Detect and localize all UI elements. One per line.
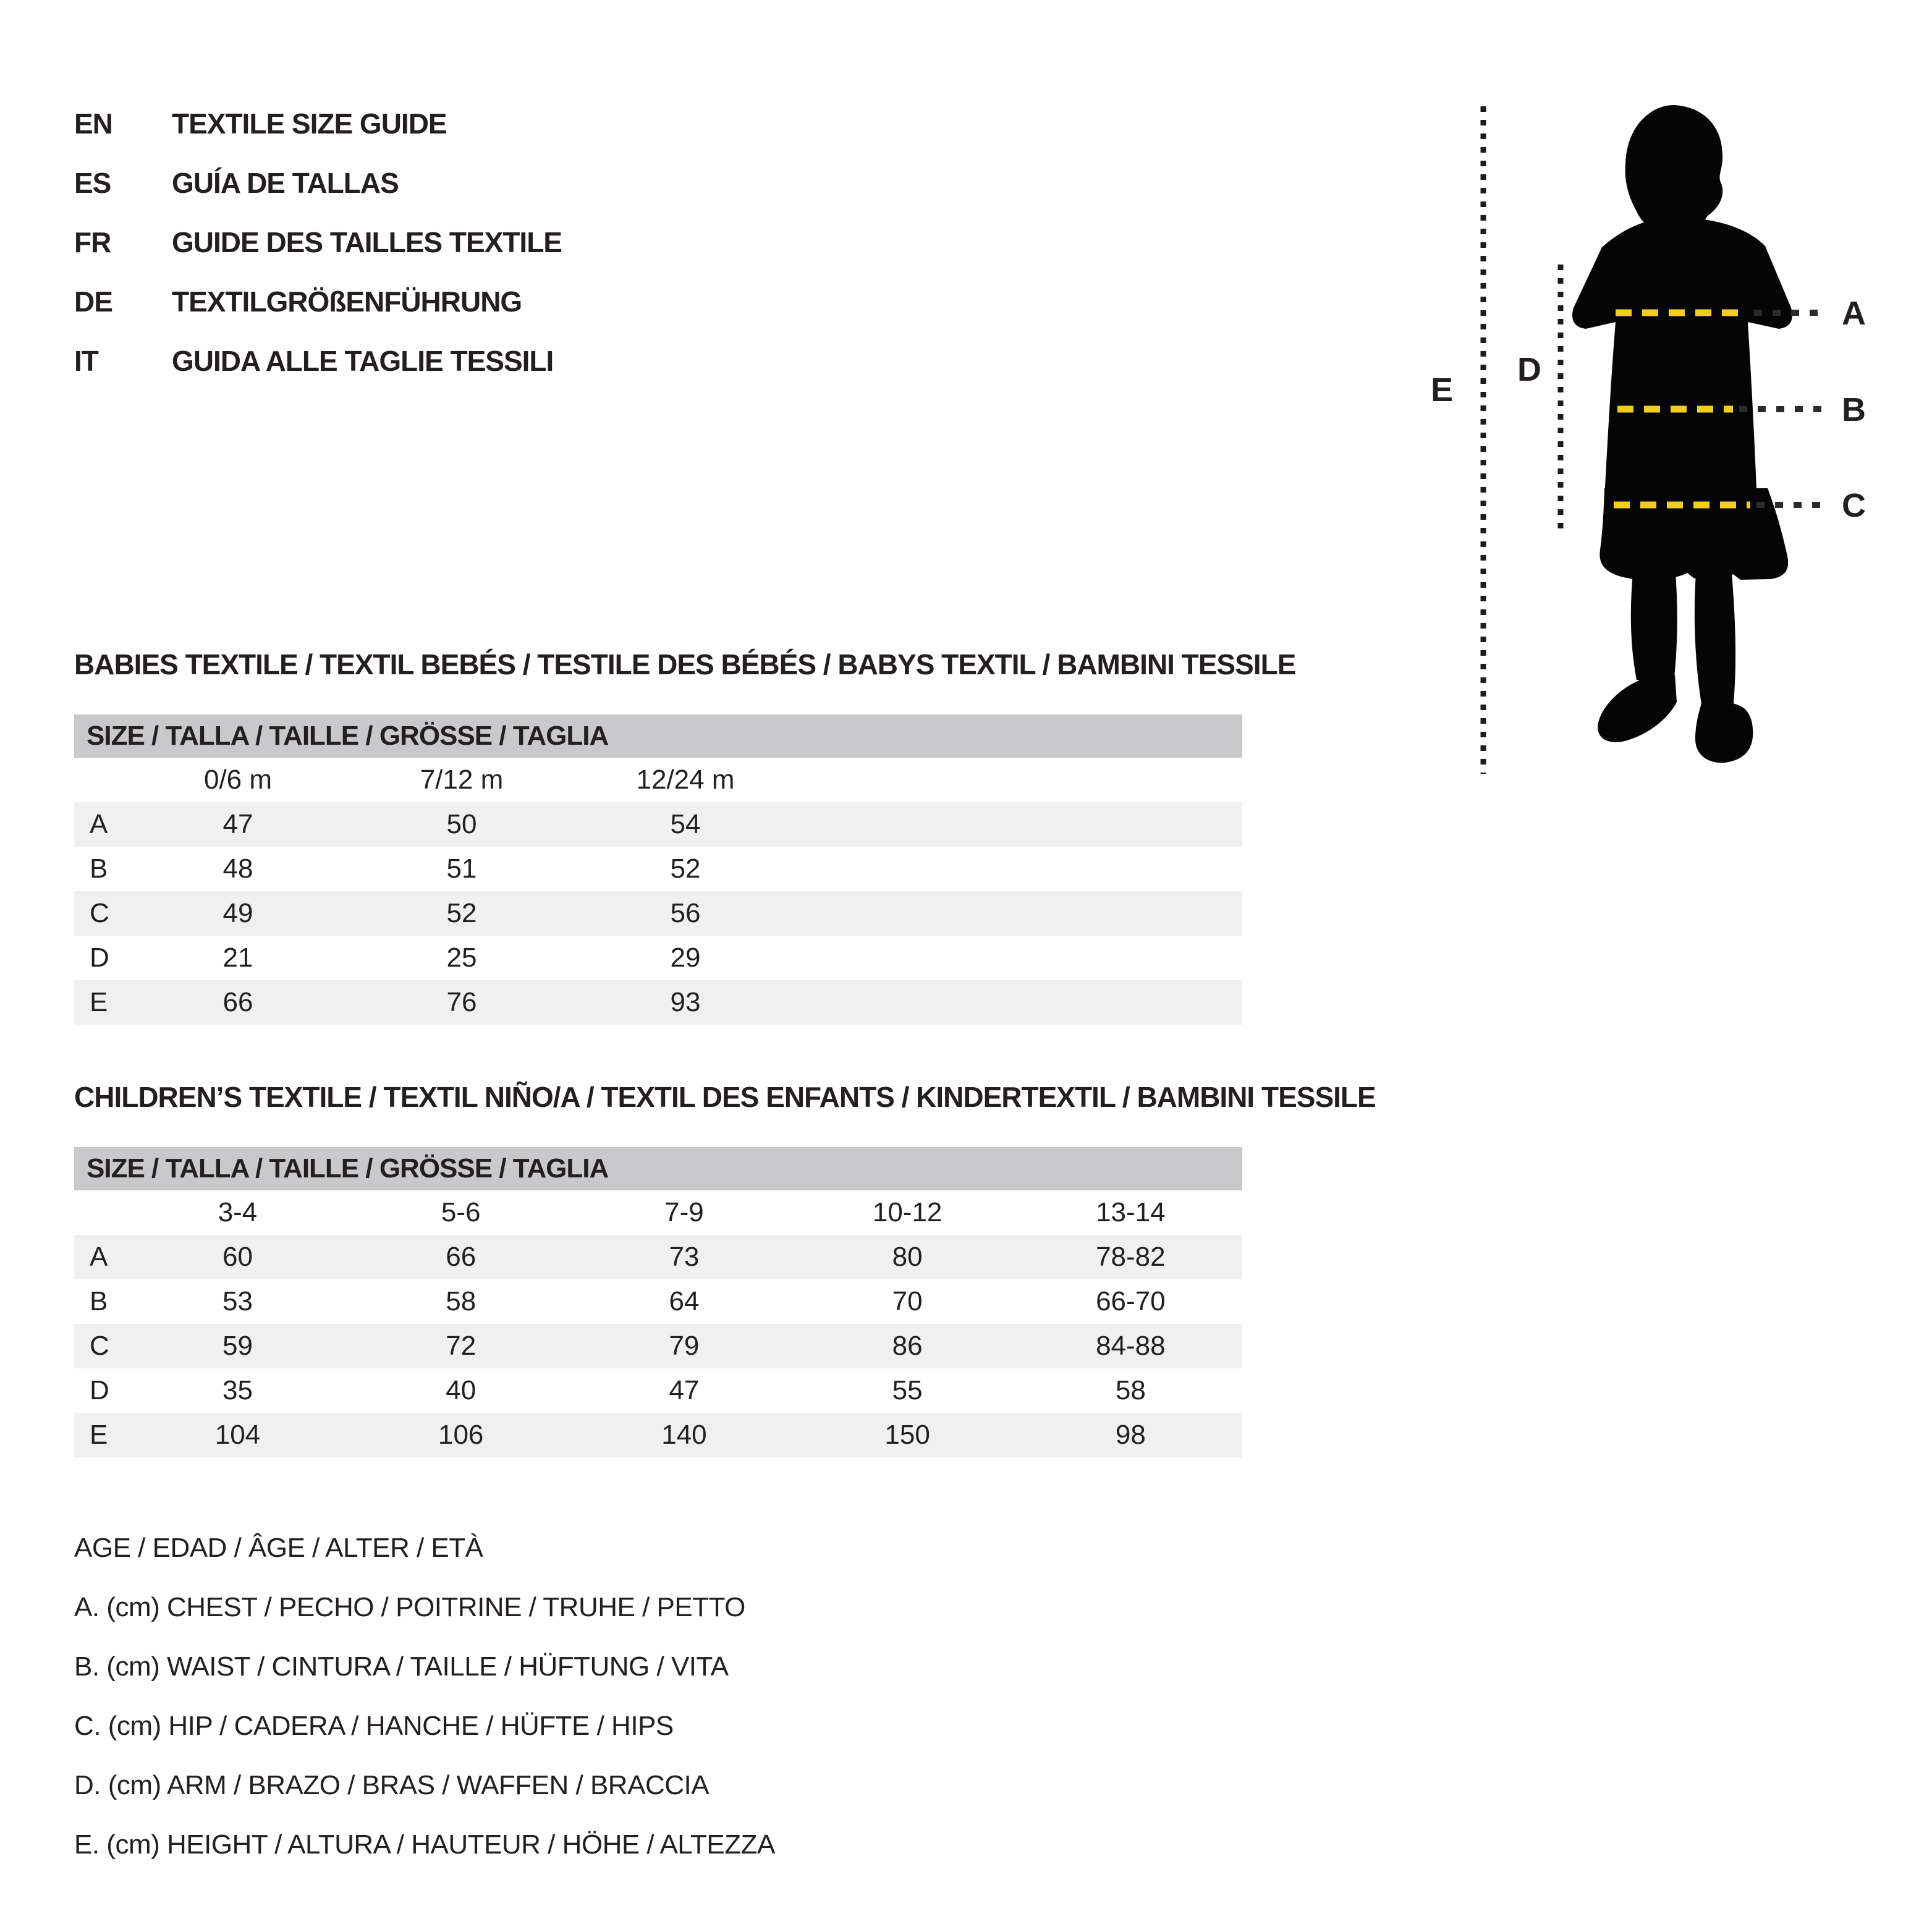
legend-waist: B. (cm) WAIST / CINTURA / TAILLE / HÜFTUNG / VITA xyxy=(74,1651,729,1682)
table-cell: 50 xyxy=(446,809,477,839)
guide-title-it: GUIDA ALLE TAGLIE TESSILI xyxy=(172,345,554,377)
table-cell: 86 xyxy=(892,1331,923,1361)
language-row-de xyxy=(74,272,1001,331)
row-label: B xyxy=(90,1286,108,1316)
language-code: FR xyxy=(74,226,111,258)
row-label: D xyxy=(90,943,109,973)
row-label: A xyxy=(90,809,108,839)
table-cell: 76 xyxy=(446,987,477,1017)
babies-size-table xyxy=(74,714,1242,1025)
table-cell: 84-88 xyxy=(1096,1331,1166,1361)
table-cell: 52 xyxy=(670,854,701,884)
babies-size-header-bar: SIZE / TALLA / TAILLE / GRÖSSE / TAGLIA xyxy=(74,714,1242,758)
row-label: E xyxy=(90,987,108,1017)
children-col-header: 10-12 xyxy=(872,1197,943,1227)
table-cell: 35 xyxy=(222,1375,253,1405)
babies-column-header-row xyxy=(74,758,1242,802)
table-cell: 60 xyxy=(222,1242,253,1272)
label-d: D xyxy=(1517,351,1541,388)
table-row xyxy=(74,1235,1242,1279)
table-cell: 54 xyxy=(670,809,701,839)
child-silhouette-diagram xyxy=(1409,62,1932,779)
row-label: C xyxy=(90,898,109,928)
table-row xyxy=(74,936,1242,980)
table-cell: 59 xyxy=(222,1331,253,1361)
table-cell: 93 xyxy=(670,987,701,1017)
table-cell: 52 xyxy=(446,898,477,928)
table-cell: 79 xyxy=(669,1331,700,1361)
table-cell: 56 xyxy=(670,898,701,928)
table-cell: 104 xyxy=(214,1420,261,1450)
babies-col-header: 7/12 m xyxy=(420,765,504,795)
babies-col-header: 0/6 m xyxy=(203,765,273,795)
language-code: IT xyxy=(74,345,98,377)
row-label: B xyxy=(90,854,108,884)
table-cell: 47 xyxy=(669,1375,700,1405)
table-cell: 47 xyxy=(222,809,253,839)
children-col-header: 3-4 xyxy=(218,1197,258,1227)
table-row xyxy=(74,802,1242,847)
table-cell: 66 xyxy=(446,1242,477,1272)
language-code: EN xyxy=(74,108,112,140)
child-silhouette xyxy=(1572,105,1792,763)
legend-arm: D. (cm) ARM / BRAZO / BRAS / WAFFEN / BRACCIA xyxy=(74,1770,710,1800)
table-cell: 70 xyxy=(892,1286,923,1316)
row-label: D xyxy=(90,1375,109,1405)
children-col-header: 13-14 xyxy=(1096,1197,1166,1227)
table-cell: 53 xyxy=(222,1286,253,1316)
language-title-list xyxy=(74,94,1001,391)
children-size-header-bar: SIZE / TALLA / TAILLE / GRÖSSE / TAGLIA xyxy=(74,1147,1242,1190)
label-c: C xyxy=(1842,487,1866,524)
row-label: C xyxy=(90,1331,109,1361)
babies-col-header: 12/24 m xyxy=(636,765,735,795)
guide-title-en: TEXTILE SIZE GUIDE xyxy=(172,108,447,140)
table-cell: 25 xyxy=(446,943,477,973)
table-cell: 72 xyxy=(446,1331,477,1361)
row-label: A xyxy=(90,1242,108,1272)
table-cell: 49 xyxy=(222,898,253,928)
table-row xyxy=(74,1279,1242,1324)
table-cell: 106 xyxy=(438,1420,484,1450)
table-cell: 29 xyxy=(670,943,701,973)
row-label: E xyxy=(90,1420,108,1450)
table-cell: 55 xyxy=(892,1375,923,1405)
legend-hip: C. (cm) HIP / CADERA / HANCHE / HÜFTE / HIPS xyxy=(74,1711,674,1741)
children-column-header-row xyxy=(74,1190,1242,1235)
table-row xyxy=(74,1368,1242,1413)
language-row-it xyxy=(74,331,1001,391)
measurement-legend xyxy=(74,1519,775,1875)
table-row xyxy=(74,1324,1242,1368)
children-col-header: 5-6 xyxy=(441,1197,481,1227)
table-cell: 66-70 xyxy=(1096,1286,1166,1316)
table-row xyxy=(74,847,1242,891)
label-a: A xyxy=(1842,295,1866,332)
table-cell: 140 xyxy=(661,1420,707,1450)
label-e: E xyxy=(1431,371,1454,409)
table-cell: 58 xyxy=(1115,1375,1146,1405)
children-col-header: 7-9 xyxy=(664,1197,704,1227)
table-cell: 40 xyxy=(446,1375,477,1405)
table-row xyxy=(74,980,1242,1025)
legend-height: E. (cm) HEIGHT / ALTURA / HAUTEUR / HÖHE / ALTEZZA xyxy=(74,1829,775,1860)
language-row-en xyxy=(74,94,1001,153)
guide-title-es: GUÍA DE TALLAS xyxy=(172,167,399,199)
table-cell: 150 xyxy=(884,1420,930,1450)
table-cell: 21 xyxy=(222,943,253,973)
table-cell: 98 xyxy=(1115,1420,1146,1450)
language-row-fr xyxy=(74,213,1001,272)
table-cell: 80 xyxy=(892,1242,923,1272)
legend-chest: A. (cm) CHEST / PECHO / POITRINE / TRUHE / PETTO xyxy=(74,1592,745,1622)
table-cell: 64 xyxy=(669,1286,700,1316)
table-row xyxy=(74,891,1242,936)
children-size-table xyxy=(74,1147,1242,1457)
language-code: ES xyxy=(74,167,111,199)
guide-title-fr: GUIDE DES TAILLES TEXTILE xyxy=(172,226,562,258)
label-b: B xyxy=(1842,391,1866,428)
guide-title-de: TEXTILGRÖßENFÜHRUNG xyxy=(172,286,522,318)
legend-age: AGE / EDAD / ÂGE / ALTER / ETÀ xyxy=(74,1533,483,1563)
table-cell: 66 xyxy=(222,987,253,1017)
language-row-es xyxy=(74,153,1001,213)
babies-section-heading: BABIES TEXTILE / TEXTIL BEBÉS / TESTILE DES BÉBÉS / BABYS TEXTIL / BAMBINI TESSILE xyxy=(74,648,1296,680)
measurement-figure xyxy=(1409,62,1932,779)
table-cell: 78-82 xyxy=(1096,1242,1166,1272)
table-cell: 51 xyxy=(446,854,477,884)
table-cell: 73 xyxy=(669,1242,700,1272)
table-cell: 48 xyxy=(222,854,253,884)
children-section-heading: CHILDREN’S TEXTILE / TEXTIL NIÑO/A / TEXTIL DES ENFANTS / KINDERTEXTIL / BAMBINI TESSILE xyxy=(74,1081,1376,1113)
language-code: DE xyxy=(74,286,112,318)
table-cell: 58 xyxy=(446,1286,477,1316)
table-row xyxy=(74,1413,1242,1457)
